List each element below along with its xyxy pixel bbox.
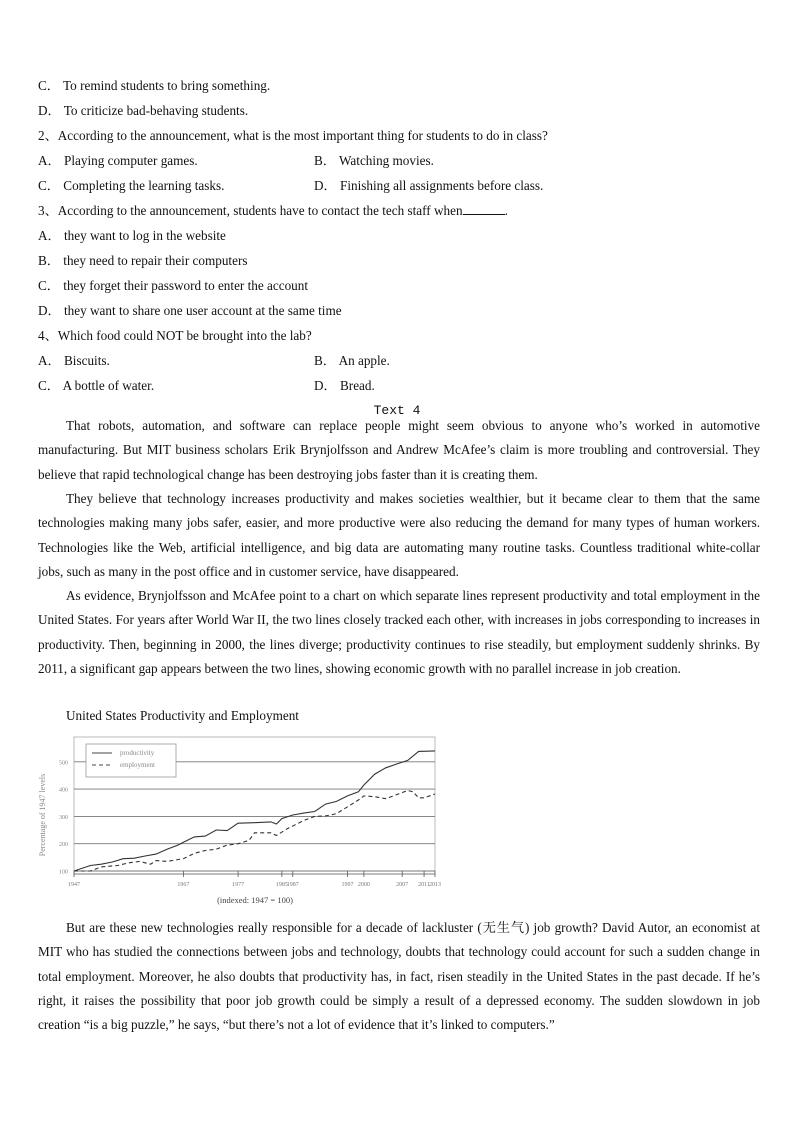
option-text: they forget their password to enter the account: [63, 278, 309, 293]
question-number: 2、: [38, 128, 58, 143]
legend-label-productivity: productivity: [120, 749, 155, 757]
x-tick-label: 2000: [357, 882, 370, 888]
question-number: 4、: [38, 328, 58, 343]
option-letter: B．: [314, 153, 336, 168]
y-axis-label: Percentage of 1947 levels: [38, 773, 47, 857]
question-text-end: .: [504, 203, 508, 218]
y-tick-label: 400: [59, 787, 68, 794]
option-letter: D．: [314, 378, 337, 393]
y-tick-label: 200: [59, 842, 68, 849]
option-text: they need to repair their computers: [63, 253, 248, 268]
option-letter: C．: [38, 178, 60, 193]
option-letter: A．: [38, 353, 61, 368]
paragraph-text: That robots, automation, and software can replace people might seem obvious to anyone who’s worked in automotive manufacturing. But MIT business scholars Erik Brynjolfsson and Andrew McAfee’s claim is more troubling and controversial. They believe that rapid technological change has been destroying jobs faster than it is creating them.: [38, 418, 760, 482]
option-letter: C．: [38, 378, 60, 393]
option-letter: D．: [38, 303, 61, 318]
y-tick-label: 300: [59, 814, 68, 821]
x-tick-label: 1967: [177, 882, 190, 888]
option-text: Finishing all assignments before class.: [340, 178, 544, 193]
option-letter: D．: [314, 178, 337, 193]
x-tick-label: 1977: [232, 882, 245, 888]
x-tick-label: 2011: [418, 882, 430, 888]
option-text: An apple.: [338, 353, 390, 368]
question-number: 3、: [38, 203, 58, 218]
option-text: Playing computer games.: [64, 153, 198, 168]
question-text: Which food could NOT be brought into the lab?: [57, 328, 312, 343]
question-text: According to the announcement, students have to contact the tech staff when: [57, 203, 463, 218]
option-text: Biscuits.: [64, 353, 110, 368]
option-text: To remind students to bring something.: [63, 78, 271, 93]
option-text: they want to log in the website: [64, 228, 226, 243]
option-letter: C．: [38, 78, 60, 93]
x-tick-label: 2007: [396, 882, 409, 888]
option-text: To criticize bad-behaving students.: [63, 103, 249, 118]
x-tick-label: 1987: [286, 882, 299, 888]
option-letter: C．: [38, 278, 60, 293]
y-tick-label: 500: [59, 760, 68, 767]
legend-label-employment: employment: [120, 761, 155, 769]
option-text: Completing the learning tasks.: [63, 178, 225, 193]
y-tick-label: 100: [59, 869, 68, 876]
option-letter: B．: [314, 353, 336, 368]
x-axis-label: (indexed: 1947 = 100): [217, 895, 293, 905]
option-text: they want to share one user account at the same time: [64, 303, 342, 318]
option-text: Watching movies.: [339, 153, 434, 168]
option-letter: A．: [38, 228, 61, 243]
x-tick-label: 1985: [275, 882, 288, 888]
option-letter: D．: [38, 103, 61, 118]
section-heading: Text 4: [373, 403, 421, 418]
option-text: Bread.: [340, 378, 375, 393]
x-tick-label: 1997: [341, 882, 354, 888]
paragraph-text: As evidence, Brynjolfsson and McAfee point to a chart on which separate lines represent productivity and total employment in the United States. For years after World War II, the two lines closely tracked each other, with increases in jobs corresponding to increases in productivity. Then, beginning in 2000, the lines diverge; productivity continues to rise steadily, but employment suddenly shrinks. By 2011, a significant gap appears between the two lines, showing economic growth with no parallel increase in job creation.: [38, 588, 760, 676]
chart-caption: United States Productivity and Employment: [66, 708, 299, 723]
option-letter: B．: [38, 253, 60, 268]
paragraph-text: But are these new technologies really responsible for a decade of lackluster (无生气) job growth? David Autor, an economist at MIT who has studied the connections between jobs and technology, doubts that technology could account for such a sudden change in total employment. Moreover, he also doubts that productivity has, in fact, risen steadily in the United States in the past decade. If he’s right, it raises the possibility that poor job growth could be simply a result of a depressed economy. The sudden slowdown in job creation “is a big puzzle,” he says, “but there’s not a lot of evidence that it’s linked to computers.”: [38, 920, 760, 1033]
option-letter: A．: [38, 153, 61, 168]
x-tick-label: 1947: [68, 882, 80, 888]
paragraph-4: [38, 916, 760, 1037]
question-text: According to the announcement, what is the most important thing for students to do in class?: [57, 128, 548, 143]
option-text: A bottle of water.: [62, 378, 155, 393]
x-tick-label: 2013: [429, 882, 441, 888]
paragraph-text: They believe that technology increases productivity and makes societies wealthier, but it became clear to them that the same technologies making many jobs safer, easier, and more productive were also reducing the demand for many types of human workers. Technologies like the Web, artificial intelligence, and big data are automating many routine tasks. Countless traditional white-collar jobs, such as many in the post office and in customer service, have disappeared.: [38, 491, 760, 579]
